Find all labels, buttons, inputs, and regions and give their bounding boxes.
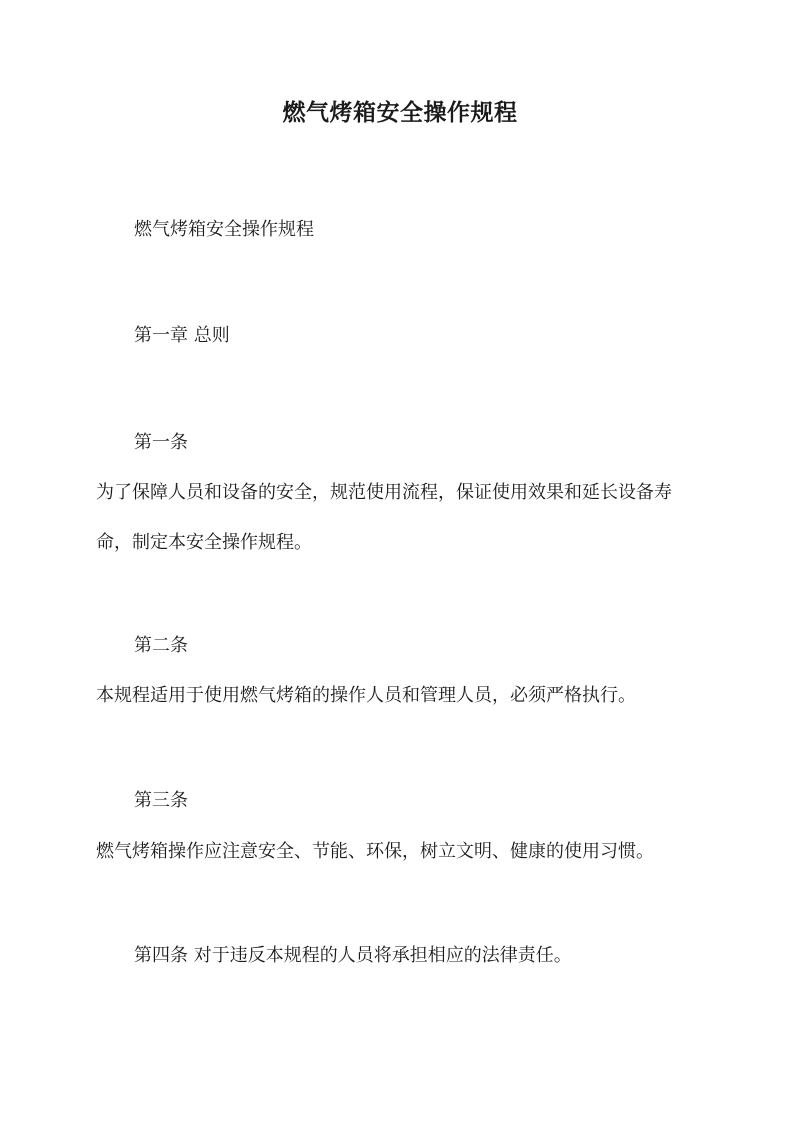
document-subtitle: 燃气烤箱安全操作规程 — [134, 219, 314, 240]
article-3-text: 燃气烤箱操作应注意安全、节能、环保，树立文明、健康的使用习惯。 — [96, 841, 654, 862]
article-2-heading: 第二条 — [134, 635, 188, 656]
article-1-heading: 第一条 — [134, 432, 188, 453]
article-4-text: 第四条 对于违反本规程的人员将承担相应的法律责任。 — [134, 945, 572, 966]
article-1-text-line-2: 命，制定本安全操作规程。 — [96, 532, 312, 553]
article-3-heading: 第三条 — [134, 790, 188, 811]
chapter-heading: 第一章 总则 — [134, 325, 230, 346]
document-title: 燃气烤箱安全操作规程 — [282, 99, 518, 126]
article-1-text-line-1: 为了保障人员和设备的安全，规范使用流程，保证使用效果和延长设备寿 — [96, 482, 672, 503]
article-2-text: 本规程适用于使用燃气烤箱的操作人员和管理人员，必须严格执行。 — [96, 685, 636, 706]
